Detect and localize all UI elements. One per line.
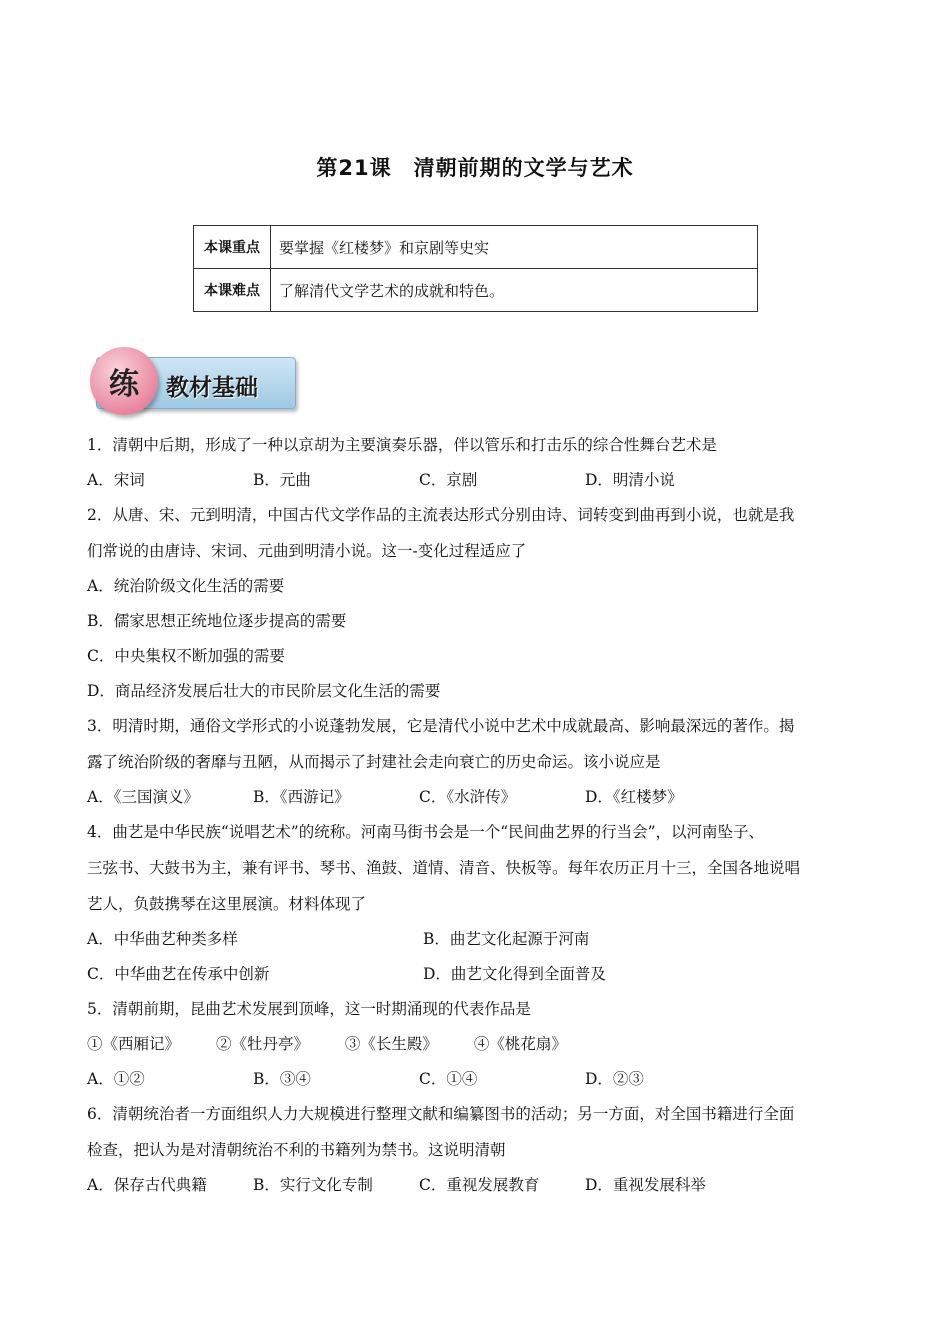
question-1-stem: 1．清朝中后期，形成了一种以京胡为主要演奏乐器，伴以管乐和打击乐的综合性舞台艺术是 — [87, 436, 717, 454]
question-1-options — [87, 467, 867, 502]
question-4-stem-line1: 4．曲艺是中华民族“说唱艺术”的统称。河南马街书会是一个“民间曲艺界的行当会”，以河南坠子、 — [87, 823, 765, 841]
option-a[interactable]: A．①② — [87, 1070, 145, 1088]
option-b[interactable]: B．实行文化专制 — [253, 1176, 373, 1194]
question-6-stem-line2: 检查，把认为是对清朝统治不利的书籍列为禁书。这说明清朝 — [87, 1141, 506, 1159]
option-c[interactable]: C．京剧 — [419, 471, 478, 489]
option-d[interactable]: D．②③ — [585, 1070, 644, 1088]
option-a[interactable]: A．中华曲艺种类多样 — [87, 930, 238, 948]
question-4-stem-line3: 艺人，负鼓携琴在这里展演。材料体现了 — [87, 895, 367, 913]
option-a[interactable]: A．宋词 — [87, 471, 145, 489]
focus-value: 要掌握《红楼梦》和京剧等史实 — [271, 226, 758, 269]
question-2-stem-line2: 们常说的由唐诗、宋词、元曲到明清小说。这一-变化过程适应了 — [87, 542, 527, 560]
question-2-stem-line1: 2．从唐、宋、元到明清，中国古代文学作品的主流表达形式分别由诗、词转变到曲再到小说，也就是我 — [87, 506, 795, 524]
question-3-options — [87, 784, 867, 819]
practice-badge-icon: 练 — [90, 347, 158, 415]
table-row — [194, 269, 758, 312]
section-banner — [86, 347, 296, 413]
question-list — [87, 432, 867, 1207]
option-c[interactable]: C．①④ — [419, 1070, 478, 1088]
option-a[interactable]: A．保存古代典籍 — [87, 1176, 207, 1194]
question-5-stem: 5．清朝前期，昆曲艺术发展到顶峰，这一时期涌现的代表作品是 — [87, 1000, 531, 1018]
option-c[interactable]: C．《水浒传》 — [419, 788, 517, 806]
difficulty-key: 本课难点 — [194, 269, 271, 312]
section-title: 教材基础 — [166, 374, 258, 401]
option-c[interactable]: C．中华曲艺在传承中创新 — [87, 965, 270, 983]
option-d[interactable]: D．曲艺文化得到全面普及 — [422, 965, 606, 983]
page-title — [0, 152, 950, 182]
option-a[interactable]: A．统治阶级文化生活的需要 — [87, 577, 285, 595]
option-b[interactable]: B．《西游记》 — [253, 788, 350, 806]
question-6-options — [87, 1172, 867, 1207]
question-4-options-row2 — [87, 961, 867, 996]
difficulty-value: 了解清代文学艺术的成就和特色。 — [271, 269, 758, 312]
lesson-focus-table — [193, 225, 758, 312]
focus-key: 本课重点 — [194, 226, 271, 269]
option-b[interactable]: B．③④ — [253, 1070, 311, 1088]
lesson-number: 第21课 — [316, 156, 392, 180]
option-d[interactable]: D．明清小说 — [585, 471, 675, 489]
option-d[interactable]: D．商品经济发展后壮大的市民阶层文化生活的需要 — [87, 682, 441, 700]
option-b[interactable]: B．儒家思想正统地位逐步提高的需要 — [87, 612, 347, 630]
question-3-stem-line2: 露了统治阶级的奢靡与丑陋，从而揭示了封建社会走向衰亡的历史命运。该小说应是 — [87, 753, 661, 771]
lesson-name: 清朝前期的文学与艺术 — [413, 156, 634, 180]
option-c[interactable]: C．中央集权不断加强的需要 — [87, 647, 285, 665]
item-4: ④《桃花扇》 — [473, 1035, 567, 1053]
option-b[interactable]: B．曲艺文化起源于河南 — [422, 930, 590, 948]
item-2: ②《牡丹亭》 — [215, 1035, 309, 1053]
option-d[interactable]: D．《红楼梦》 — [585, 788, 683, 806]
question-4-stem-line2: 三弦书、大鼓书为主，兼有评书、琴书、渔鼓、道情、清音、快板等。每年农历正月十三，全国各地说唱 — [87, 859, 801, 877]
question-5-items — [87, 1031, 867, 1066]
option-a[interactable]: A．《三国演义》 — [87, 788, 199, 806]
question-4-options-row1 — [87, 926, 867, 961]
option-c[interactable]: C．重视发展教育 — [419, 1176, 540, 1194]
option-d[interactable]: D．重视发展科举 — [585, 1176, 706, 1194]
question-3-stem-line1: 3．明清时期，通俗文学形式的小说蓬勃发展，它是清代小说中艺术中成就最高、影响最深远的著作。揭 — [87, 717, 795, 735]
item-3: ③《长生殿》 — [344, 1035, 438, 1053]
question-6-stem-line1: 6．清朝统治者一方面组织人力大规模进行整理文献和编纂图书的活动；另一方面，对全国书籍进行全面 — [87, 1105, 795, 1123]
option-b[interactable]: B．元曲 — [253, 471, 311, 489]
table-row — [194, 226, 758, 269]
item-1: ①《西厢记》 — [87, 1035, 181, 1053]
question-5-options — [87, 1066, 867, 1101]
